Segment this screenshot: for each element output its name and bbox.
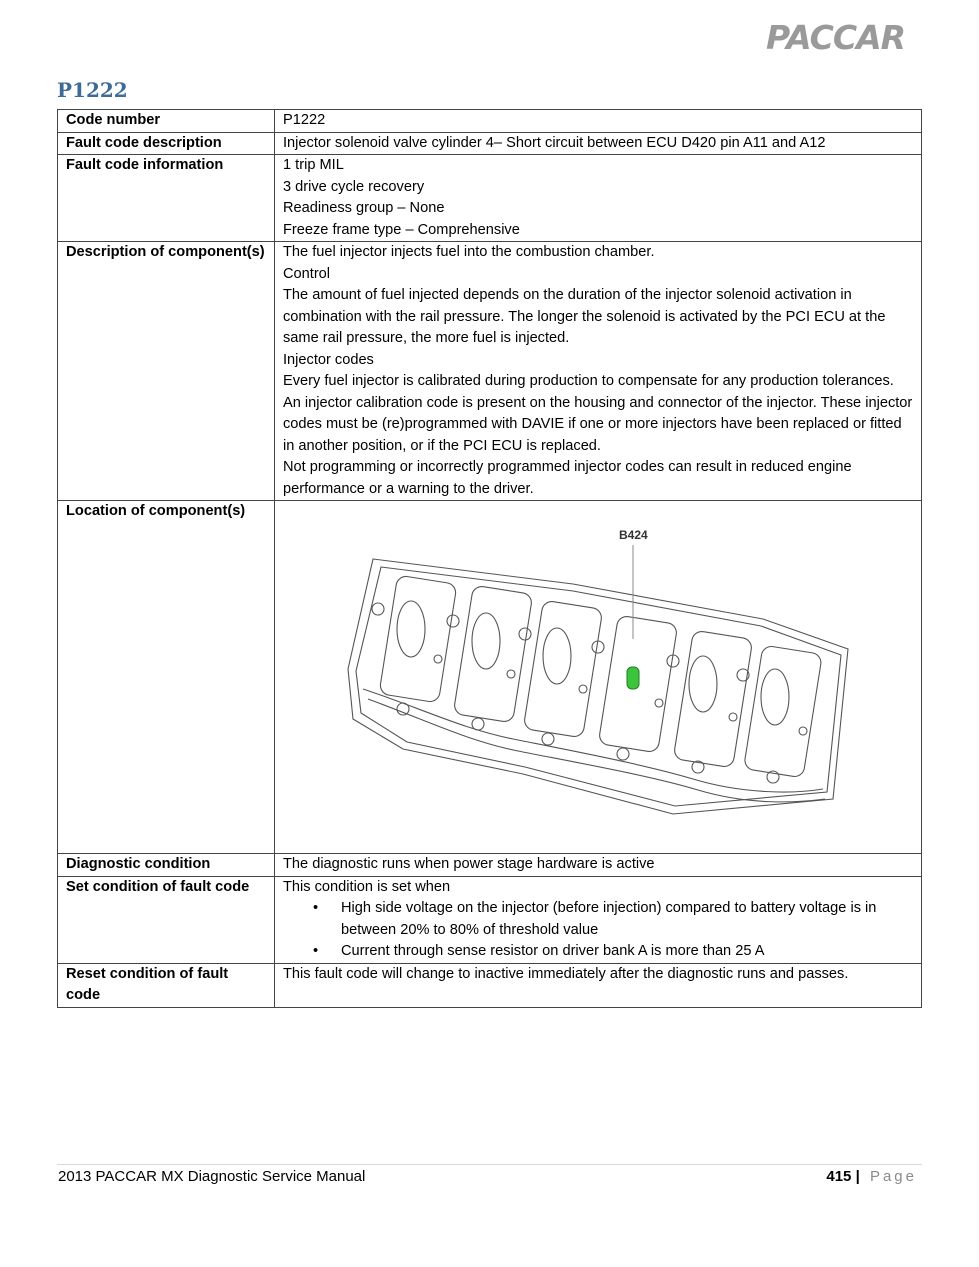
page-title: P1222 <box>57 78 128 102</box>
table-row <box>58 132 922 155</box>
row-label: Description of component(s) <box>58 242 275 501</box>
row-label: Diagnostic condition <box>58 854 275 877</box>
table-row <box>58 155 922 242</box>
fault-description-value: Injector solenoid valve cylinder 4– Short circuit between ECU D420 pin A11 and A12 <box>275 132 922 155</box>
row-label: Code number <box>58 110 275 133</box>
description-paragraph: The fuel injector injects fuel into the combustion chamber. <box>283 244 655 260</box>
reset-condition-value: This fault code will change to inactive immediately after the diagnostic runs and passes. <box>275 963 922 1007</box>
description-paragraph: The amount of fuel injected depends on the duration of the injector solenoid activation in combination with the rail pressure. The longer the solenoid is activated by the PCI ECU at the same rail pressure, the more fuel is injected. <box>283 287 886 346</box>
cylinder-head-illustration <box>343 509 913 849</box>
row-label: Set condition of fault code <box>58 876 275 963</box>
footer-page-info <box>826 1168 917 1185</box>
row-label: Fault code information <box>58 155 275 242</box>
table-row <box>58 963 922 1007</box>
info-line: 3 drive cycle recovery <box>283 178 425 195</box>
description-value <box>275 242 922 501</box>
description-subheading: Injector codes <box>283 351 374 368</box>
table-row <box>58 854 922 877</box>
diagnostic-condition-value: The diagnostic runs when power stage hardware is active <box>275 854 922 877</box>
info-line: 1 trip MIL <box>283 157 344 173</box>
list-item: • High side voltage on the injector (before injection) compared to battery voltage is in between 20% to 80% of threshold value <box>341 898 913 941</box>
highlighted-injector <box>627 667 639 689</box>
set-condition-intro: This condition is set when <box>283 878 451 895</box>
row-label: Fault code description <box>58 132 275 155</box>
table-row <box>58 876 922 963</box>
description-paragraph: Every fuel injector is calibrated during production to compensate for any production tolerances. An injector calibration code is present on the housing and connector of the injector. These injector codes must be (re)programmed with DAVIE if one or more injectors have been replaced or fitted in another position, or if the PCI ECU is replaced. <box>283 373 913 454</box>
location-value <box>275 501 922 854</box>
page-number: 415 <box>826 1168 852 1185</box>
set-condition-list <box>283 898 913 963</box>
list-item: • Current through sense resistor on driver bank A is more than 25 A <box>341 941 913 963</box>
set-condition-value <box>275 876 922 963</box>
info-line: Readiness group – None <box>283 200 445 216</box>
description-paragraph: Not programming or incorrectly programmed injector codes can result in reduced engine performance or a warning to the driver. <box>283 459 852 497</box>
code-number-value: P1222 <box>275 110 922 133</box>
footer-divider <box>57 1164 922 1165</box>
table-row <box>58 242 922 501</box>
engine-cylinder-head-drawing <box>343 509 913 849</box>
row-label: Location of component(s) <box>58 501 275 854</box>
description-subheading: Control <box>283 265 331 282</box>
row-label: Reset condition of fault code <box>58 963 275 1007</box>
table-row <box>58 501 922 854</box>
page-separator: | <box>855 1168 860 1185</box>
fault-information-value <box>275 155 922 242</box>
page-word: Page <box>869 1168 917 1185</box>
info-line: Freeze frame type – Comprehensive <box>283 221 520 238</box>
callout-label: B424 <box>619 528 648 542</box>
paccar-logo: PACCAR <box>766 18 906 57</box>
footer-manual-title: 2013 PACCAR MX Diagnostic Service Manual <box>58 1168 366 1185</box>
table-row <box>58 110 922 133</box>
fault-code-table <box>57 109 922 1008</box>
